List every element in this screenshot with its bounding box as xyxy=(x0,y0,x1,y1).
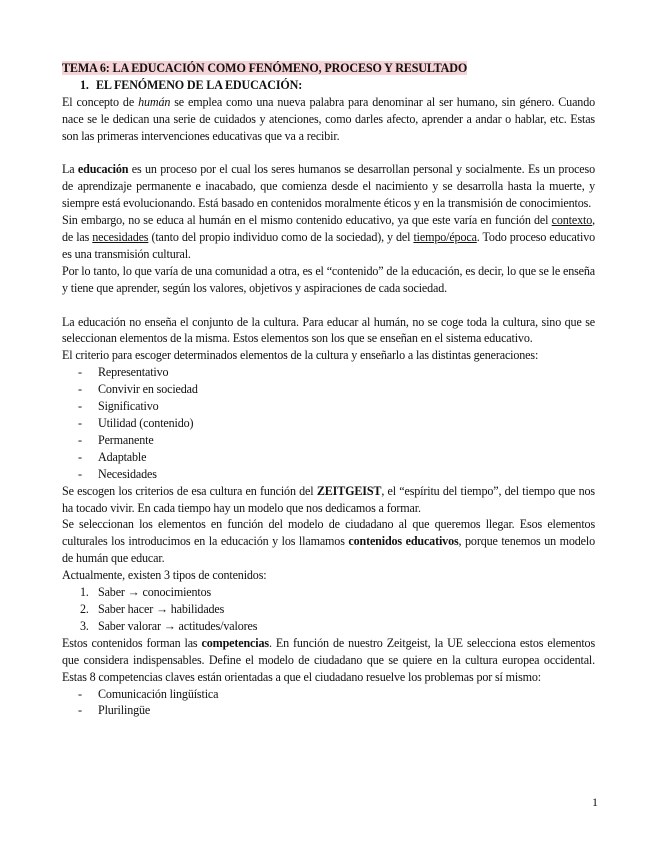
list-item-text: Plurilingüe xyxy=(98,703,151,718)
text-span: , el “espíritu del tiempo”, del tiempo que nos ha tocado vivir. En cada tiempo hay un modelo que nos dedicamos a formar. xyxy=(62,483,595,515)
list-item xyxy=(62,415,595,432)
list-number: 3. xyxy=(80,618,89,633)
list-item xyxy=(62,449,595,466)
underlined-needs: necesidades xyxy=(92,230,149,245)
underlined-context: contexto xyxy=(551,213,593,228)
text-span: . Todo proceso educativo es una transmisión cultural. xyxy=(62,230,595,261)
text-span: se emplea como una nueva palabra para denominar al ser humano, sin género. Cuando nace se le dedican una serie de cuidados y atenciones, como darles afecto, aprender a andar o hablar, etc. Estas son las primeras intervenciones educativas que va a recibir. xyxy=(62,94,595,143)
text-span: Se seleccionan los elementos en función del modelo de ciudadano al que queremos llegar. Esos elementos culturales los introducimos en la educación y los llamamos xyxy=(62,517,595,549)
list-dash: - xyxy=(78,365,82,380)
list-dash: - xyxy=(78,382,82,397)
paragraph-content-variation xyxy=(62,212,595,263)
list-item-text: Adaptable xyxy=(98,449,147,464)
term-education: educación xyxy=(77,162,129,177)
list-item xyxy=(62,398,595,415)
list-item-text: Saber hacer → habilidades xyxy=(98,601,225,616)
list-item-text: Saber → conocimientos xyxy=(98,585,212,600)
text-span: , de las xyxy=(62,213,595,245)
list-item xyxy=(62,686,595,703)
term-competencies: competencias xyxy=(201,635,269,650)
content-types-list xyxy=(62,584,595,635)
list-item xyxy=(62,618,595,635)
list-dash: - xyxy=(78,399,82,414)
paragraph-zeitgeist xyxy=(62,483,595,517)
list-number: 2. xyxy=(80,601,89,616)
list-item xyxy=(62,466,595,483)
spacer xyxy=(62,145,595,162)
list-dash: - xyxy=(78,416,82,430)
list-dash: - xyxy=(78,703,82,718)
list-item xyxy=(62,584,595,601)
text-span: Estos contenidos forman las xyxy=(62,635,202,650)
paragraph-content-types-intro: Actualmente, existen 3 tipos de contenidos: xyxy=(62,568,267,583)
title-highlight: TEMA 6: LA EDUCACIÓN COMO FENÓMENO, PROCESO Y RESULTADO xyxy=(62,61,468,75)
page-number: 1 xyxy=(592,795,598,809)
spacer xyxy=(62,297,595,314)
text-span: El concepto de xyxy=(62,94,139,109)
list-item-text: Permanente xyxy=(98,432,154,447)
list-item-text: Significativo xyxy=(98,399,159,414)
paragraph-competencies xyxy=(62,635,595,686)
text-span: La xyxy=(62,162,78,177)
text-span: . En función de nuestro Zeitgeist, la UE selecciona estos elementos que considera indispensables. Define el modelo de ciudadano que se quiere en la cultura europea occidental. Estas 8 competencias claves están orientadas a que el ciudadano resuelve los problemas por sí mismo: xyxy=(62,635,596,684)
text-span: Se escogen los criterios de esa cultura en función del xyxy=(62,483,317,498)
list-dash: - xyxy=(78,466,82,481)
section-number: 1. xyxy=(80,77,89,92)
text-span: Sin embargo, no se educa al humán en el mismo contenido educativo, ya que este varía en función del xyxy=(62,213,552,228)
list-item xyxy=(62,364,595,381)
list-item xyxy=(62,702,595,719)
list-dash: - xyxy=(78,686,82,701)
text-span: , porque tenemos un modelo de humán que educar. xyxy=(62,534,595,566)
list-item-text: Representativo xyxy=(98,365,169,380)
paragraph-citizen-model xyxy=(62,516,595,567)
paragraph-culture: La educación no enseña el conjunto de la cultura. Para educar al humán, no se coge toda la cultura, sino que se seleccionan elementos de la misma. Estos elementos son los que se enseñan en el sistema educativo. xyxy=(62,314,595,346)
list-dash: - xyxy=(78,432,82,447)
page-content xyxy=(62,60,595,719)
list-item-text: Comunicación lingüística xyxy=(98,686,219,701)
list-number: 1. xyxy=(80,585,89,600)
term-zeitgeist: ZEITGEIST xyxy=(316,483,382,498)
page-title xyxy=(62,60,595,77)
list-item xyxy=(62,432,595,449)
list-item-text: Utilidad (contenido) xyxy=(98,416,194,430)
list-item xyxy=(62,601,595,618)
paragraph-criteria-intro: El criterio para escoger determinados elementos de la cultura y enseñarlo a las distintas generaciones: xyxy=(62,348,539,363)
underlined-time: tiempo/época xyxy=(413,230,477,245)
text-span: (tanto del propio individuo como de la sociedad), y del xyxy=(148,230,414,245)
list-item-text: Necesidades xyxy=(98,466,157,481)
paragraph-human xyxy=(62,94,595,145)
list-item-text: Saber valorar → actitudes/valores xyxy=(98,618,258,633)
section-heading xyxy=(80,77,595,94)
term-educational-contents: contenidos educativos xyxy=(348,534,459,549)
paragraph-therefore: Por lo tanto, lo que varía de una comunidad a otra, es el “contenido” de la educación, es decir, lo que se le enseña y tiene que aprender, según los valores, objetivos y aspiraciones de cada sociedad. xyxy=(62,263,595,295)
paragraph-education xyxy=(62,161,595,212)
list-item xyxy=(62,381,595,398)
list-dash: - xyxy=(78,449,82,464)
text-span: es un proceso por el cual los seres humanos se desarrollan personal y socialmente. Es un proceso de aprendizaje permanente e inacabado, que comienza desde el nacimiento y se desarrolla hasta la muerte, y siempre está evolucionando. Está basado en contenidos moralmente éticos y en la transmisión de conocimientos. xyxy=(62,162,595,211)
criteria-list xyxy=(62,364,595,482)
competencies-list xyxy=(62,686,595,720)
section-heading-text: EL FENÓMENO DE LA EDUCACIÓN: xyxy=(96,77,303,92)
list-item-text: Convivir en sociedad xyxy=(98,382,198,397)
term-human: humán xyxy=(138,94,171,109)
